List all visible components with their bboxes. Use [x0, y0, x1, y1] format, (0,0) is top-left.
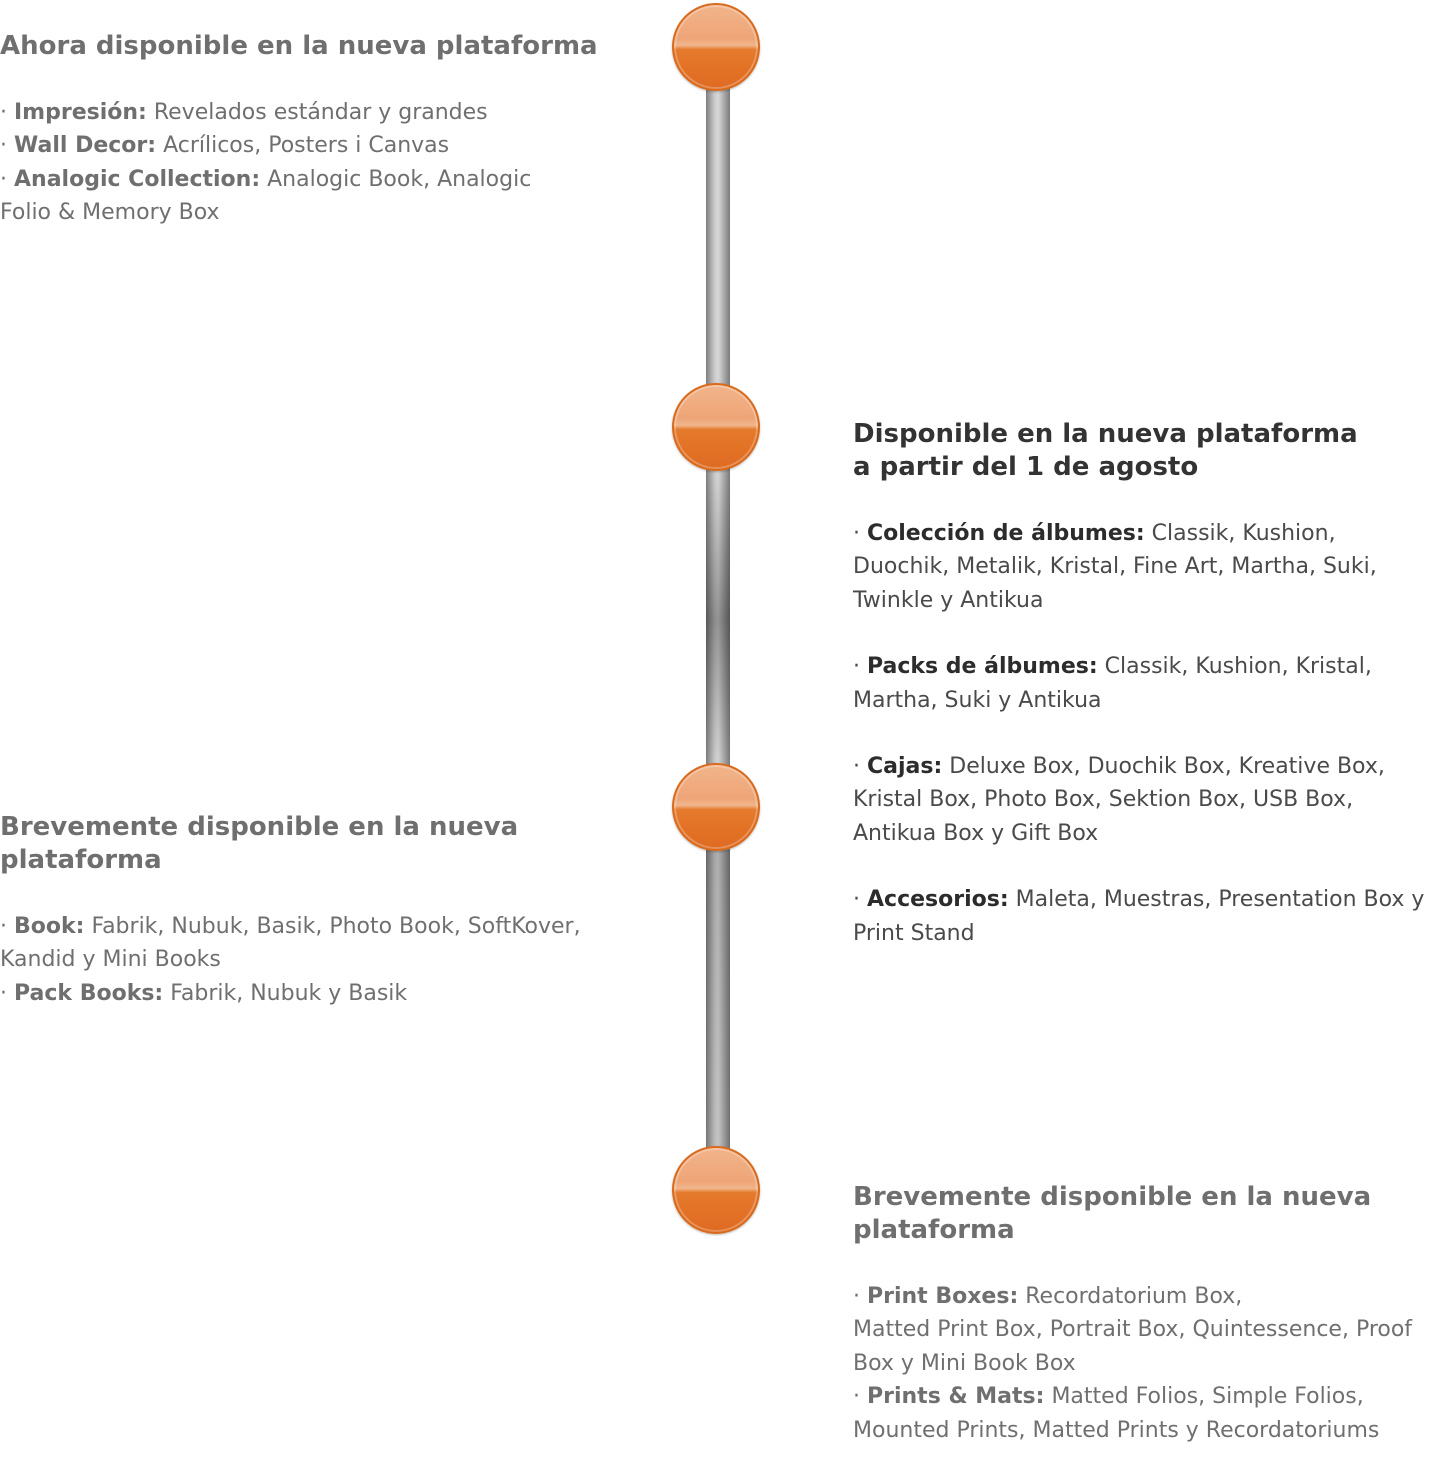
list-item: · Colección de álbumes: Classik, Kushion, Duochik, Metalik, Kristal, Fine Art, Martha, Suki, Twinkle y Antikua: [853, 521, 1377, 613]
section-title-line2: plataforma: [853, 1215, 1015, 1245]
item-label: Book:: [14, 914, 85, 939]
item-text: Fabrik, Nubuk y Basik: [170, 980, 408, 1006]
item-label: Colección de álbumes:: [867, 521, 1145, 546]
list-item: · Book: Fabrik, Nubuk, Basik, Photo Book, SoftKover, Kandid y Mini Books: [0, 914, 581, 973]
section-items: [0, 96, 600, 230]
item-text: Acrílicos, Posters i Canvas: [163, 133, 450, 159]
section-title-line1: Brevemente disponible en la nueva: [853, 1182, 1372, 1212]
item-text: Classik, Kushion, Duochik, Metalik, Kristal, Fine Art, Martha, Suki, Twinkle y Antikua: [853, 521, 1377, 613]
list-item: · Accesorios: Maleta, Muestras, Presentation Box y Print Stand: [853, 887, 1425, 946]
item-label: Accesorios:: [867, 887, 1009, 913]
item-text: Revelados estándar y grandes: [153, 100, 488, 125]
timeline-node-2: [672, 383, 760, 471]
section-title: [853, 1181, 1438, 1247]
item-text: Recordatorium Box,: [1025, 1284, 1243, 1309]
timeline-node-3: [672, 763, 760, 851]
item-text: Fabrik, Nubuk, Basik, Photo Book, SoftKover, Kandid y Mini Books: [0, 914, 581, 973]
item-label: Impresión:: [14, 100, 147, 125]
section-title-line2: a partir del 1 de agosto: [853, 452, 1199, 482]
section-title: Ahora disponible en la nueva plataforma: [0, 31, 598, 61]
item-label: Analogic Collection:: [14, 166, 261, 192]
item-label: Cajas:: [867, 754, 943, 780]
item-label: Packs de álbumes:: [867, 654, 1098, 680]
list-item: · Impresión: Revelados estándar y grandes: [0, 100, 488, 125]
list-item: · Wall Decor: Acrílicos, Posters i Canvas: [0, 133, 450, 159]
section-available-august: [853, 418, 1438, 950]
list-item: · Analogic Collection: Analogic Book, Analogic Folio & Memory Box: [0, 166, 532, 226]
list-item: · Prints & Mats: Matted Folios, Simple Folios, Mounted Prints, Matted Prints y Recordatoriums: [853, 1384, 1380, 1443]
section-title: [853, 418, 1438, 484]
list-item: · Cajas: Deluxe Box, Duochik Box, Kreative Box, Kristal Box, Photo Box, Sektion Box, USB Box, Antikua Box y Gift Box: [853, 754, 1385, 846]
item-label: Prints & Mats:: [867, 1384, 1045, 1410]
item-line: · Print Boxes: Recordatorium Box,: [853, 1284, 1243, 1309]
list-item: · Pack Books: Fabrik, Nubuk y Basik: [0, 980, 408, 1006]
item-text-continued: Matted Print Box, Portrait Box, Quintessence, Proof Box y Mini Book Box: [853, 1317, 1413, 1376]
item-text: Matted Folios, Simple Folios, Mounted Prints, Matted Prints y Recordatoriums: [853, 1384, 1380, 1443]
section-items: [853, 1280, 1438, 1447]
section-now-available: [0, 30, 600, 230]
section-coming-soon-left: [0, 811, 600, 1010]
section-title-line2: plataforma: [0, 845, 162, 875]
section-coming-soon-right: [853, 1181, 1438, 1447]
section-items: [853, 517, 1438, 950]
item-text: Maleta, Muestras, Presentation Box y Print Stand: [853, 887, 1425, 946]
section-items: [0, 910, 600, 1010]
list-item: [853, 1280, 1438, 1380]
section-title-line1: Disponible en la nueva plataforma: [853, 419, 1358, 449]
item-label: Wall Decor:: [14, 133, 157, 159]
timeline-node-1: [672, 3, 760, 91]
timeline-track-shade-lower: [706, 850, 730, 1150]
item-label: Pack Books:: [14, 980, 164, 1006]
timeline-track-shade: [706, 470, 730, 770]
item-text: Deluxe Box, Duochik Box, Kreative Box, Kristal Box, Photo Box, Sektion Box, USB Box, Antikua Box y Gift Box: [853, 754, 1385, 846]
timeline-node-4: [672, 1146, 760, 1234]
item-text: Classik, Kushion, Kristal, Martha, Suki y Antikua: [853, 654, 1372, 713]
item-text: Analogic Book, Analogic Folio & Memory Box: [0, 166, 532, 226]
item-label: Print Boxes:: [867, 1284, 1019, 1309]
section-title: [0, 811, 600, 877]
list-item: · Packs de álbumes: Classik, Kushion, Kristal, Martha, Suki y Antikua: [853, 654, 1372, 713]
section-title-line1: Brevemente disponible en la nueva: [0, 812, 519, 842]
